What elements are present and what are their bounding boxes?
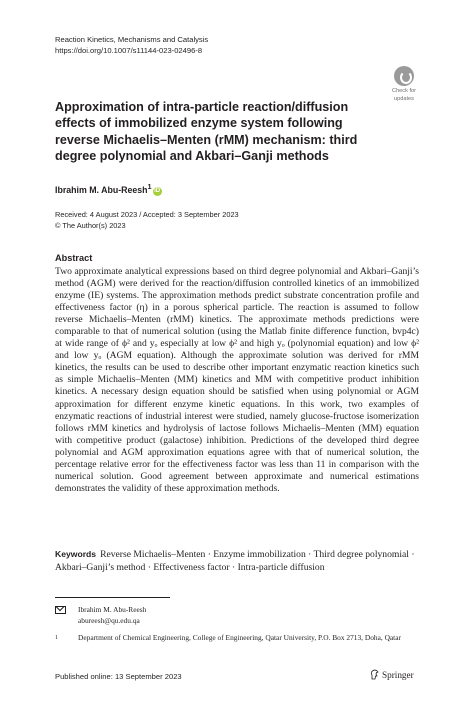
received-accepted-dates: Received: 4 August 2023 / Accepted: 3 September 2023 [55,210,239,219]
affiliation-text: Department of Chemical Engineering, College of Engineering, Qatar University, P.O. Box 2713, Doha, Qatar [78,633,401,642]
check-for-updates-badge[interactable] [386,66,422,106]
envelope-icon [55,606,66,614]
copyright-notice: © The Author(s) 2023 [55,220,126,230]
published-online-date: Published online: 13 September 2023 [55,672,182,681]
orcid-icon[interactable]: iD [154,187,161,194]
springer-horse-icon [370,669,379,680]
author-name[interactable]: Ibrahim M. Abu-Reesh [55,184,148,195]
affiliation [55,633,419,644]
author-affiliation-mark: 1 [147,182,152,191]
check-for-updates-icon [394,66,414,86]
keywords-section [55,548,419,574]
badge-line-1: Check for [392,88,416,94]
affiliation-number: 1 [55,635,58,641]
correspondence [55,605,146,626]
keywords-heading: Keywords [55,549,97,559]
badge-line-2: updates [394,96,414,102]
correspondence-name: Ibrahim M. Abu-Reesh [78,605,147,614]
doi-link[interactable]: https://doi.org/10.1007/s11144-023-02496-8 [55,46,203,55]
article-dates [55,210,239,231]
author-line [55,182,162,196]
journal-header [55,34,208,56]
footnote-divider [55,597,170,598]
correspondence-email[interactable]: abureesh@qu.edu.qa [78,615,140,625]
abstract-heading: Abstract [55,253,93,263]
paper-title: Approximation of intra-particle reaction/diffusion effects of immobilized enzyme system following reverse Michaelis–Menten (rMM) mechanism: third degree polynomial and Akbari–Ganji methods [55,100,358,163]
journal-name: Reaction Kinetics, Mechanisms and Catalysis [55,35,209,44]
publisher-logo[interactable] [370,669,414,680]
publisher-name: Springer [382,670,414,680]
keywords-list: Reverse Michaelis–Menten · Enzyme immobilization · Third degree polynomial · Akbari–Ganji’s method · Effectiveness factor · Intra-particle diffusion [55,549,415,573]
abstract-text: Two approximate analytical expressions based on third degree polynomial and Akbari–Ganji’s method (AGM) were derived for the reaction/diffusion controlled kinetics of an immobilized enzyme (IE) systems. The approximation methods predict substrate concentration profile and effectiveness factor (η) in a porous spherical particle. The reaction is assumed to follow reverse Michaelis–Menten (rMM) kinetics. The approximate methods predictions were comparable to that of numerical solution (using the Matlab finite difference function, bvp4c) at wide range of ϕ² and yₒ especially at low ϕ² and high yₒ (polynomial equation) and low ϕ² and low yₒ (AGM equation). Although the approximate solution was derived for rMM kinetics, the results can be used to describe other important enzymatic reaction kinetics such as simple Michaelis–Menten (MM) kinetics and MM with competitive product inhibition kinetics. A necessary design equation should be satisfied when using polynomial or AGM approximation for different enzyme kinetic equations. In this work, two examples of enzymatic reactions of industrial interest were studied, namely glucose-fructose isomerization follows rMM kinetics and hydrolysis of lactose follows Michaelis–Menten (MM) equation with competitive product (galactose) inhibition. Predictions of the developed third degree polynomial and AGM approximation equations agree with that of numerical solution, the percentage relative error for the effectiveness factor was less than 11 in comparison with the numerical solution. Good agreement between approximate and numerical estimations demonstrates the validity of these approximation methods. [55,266,419,494]
